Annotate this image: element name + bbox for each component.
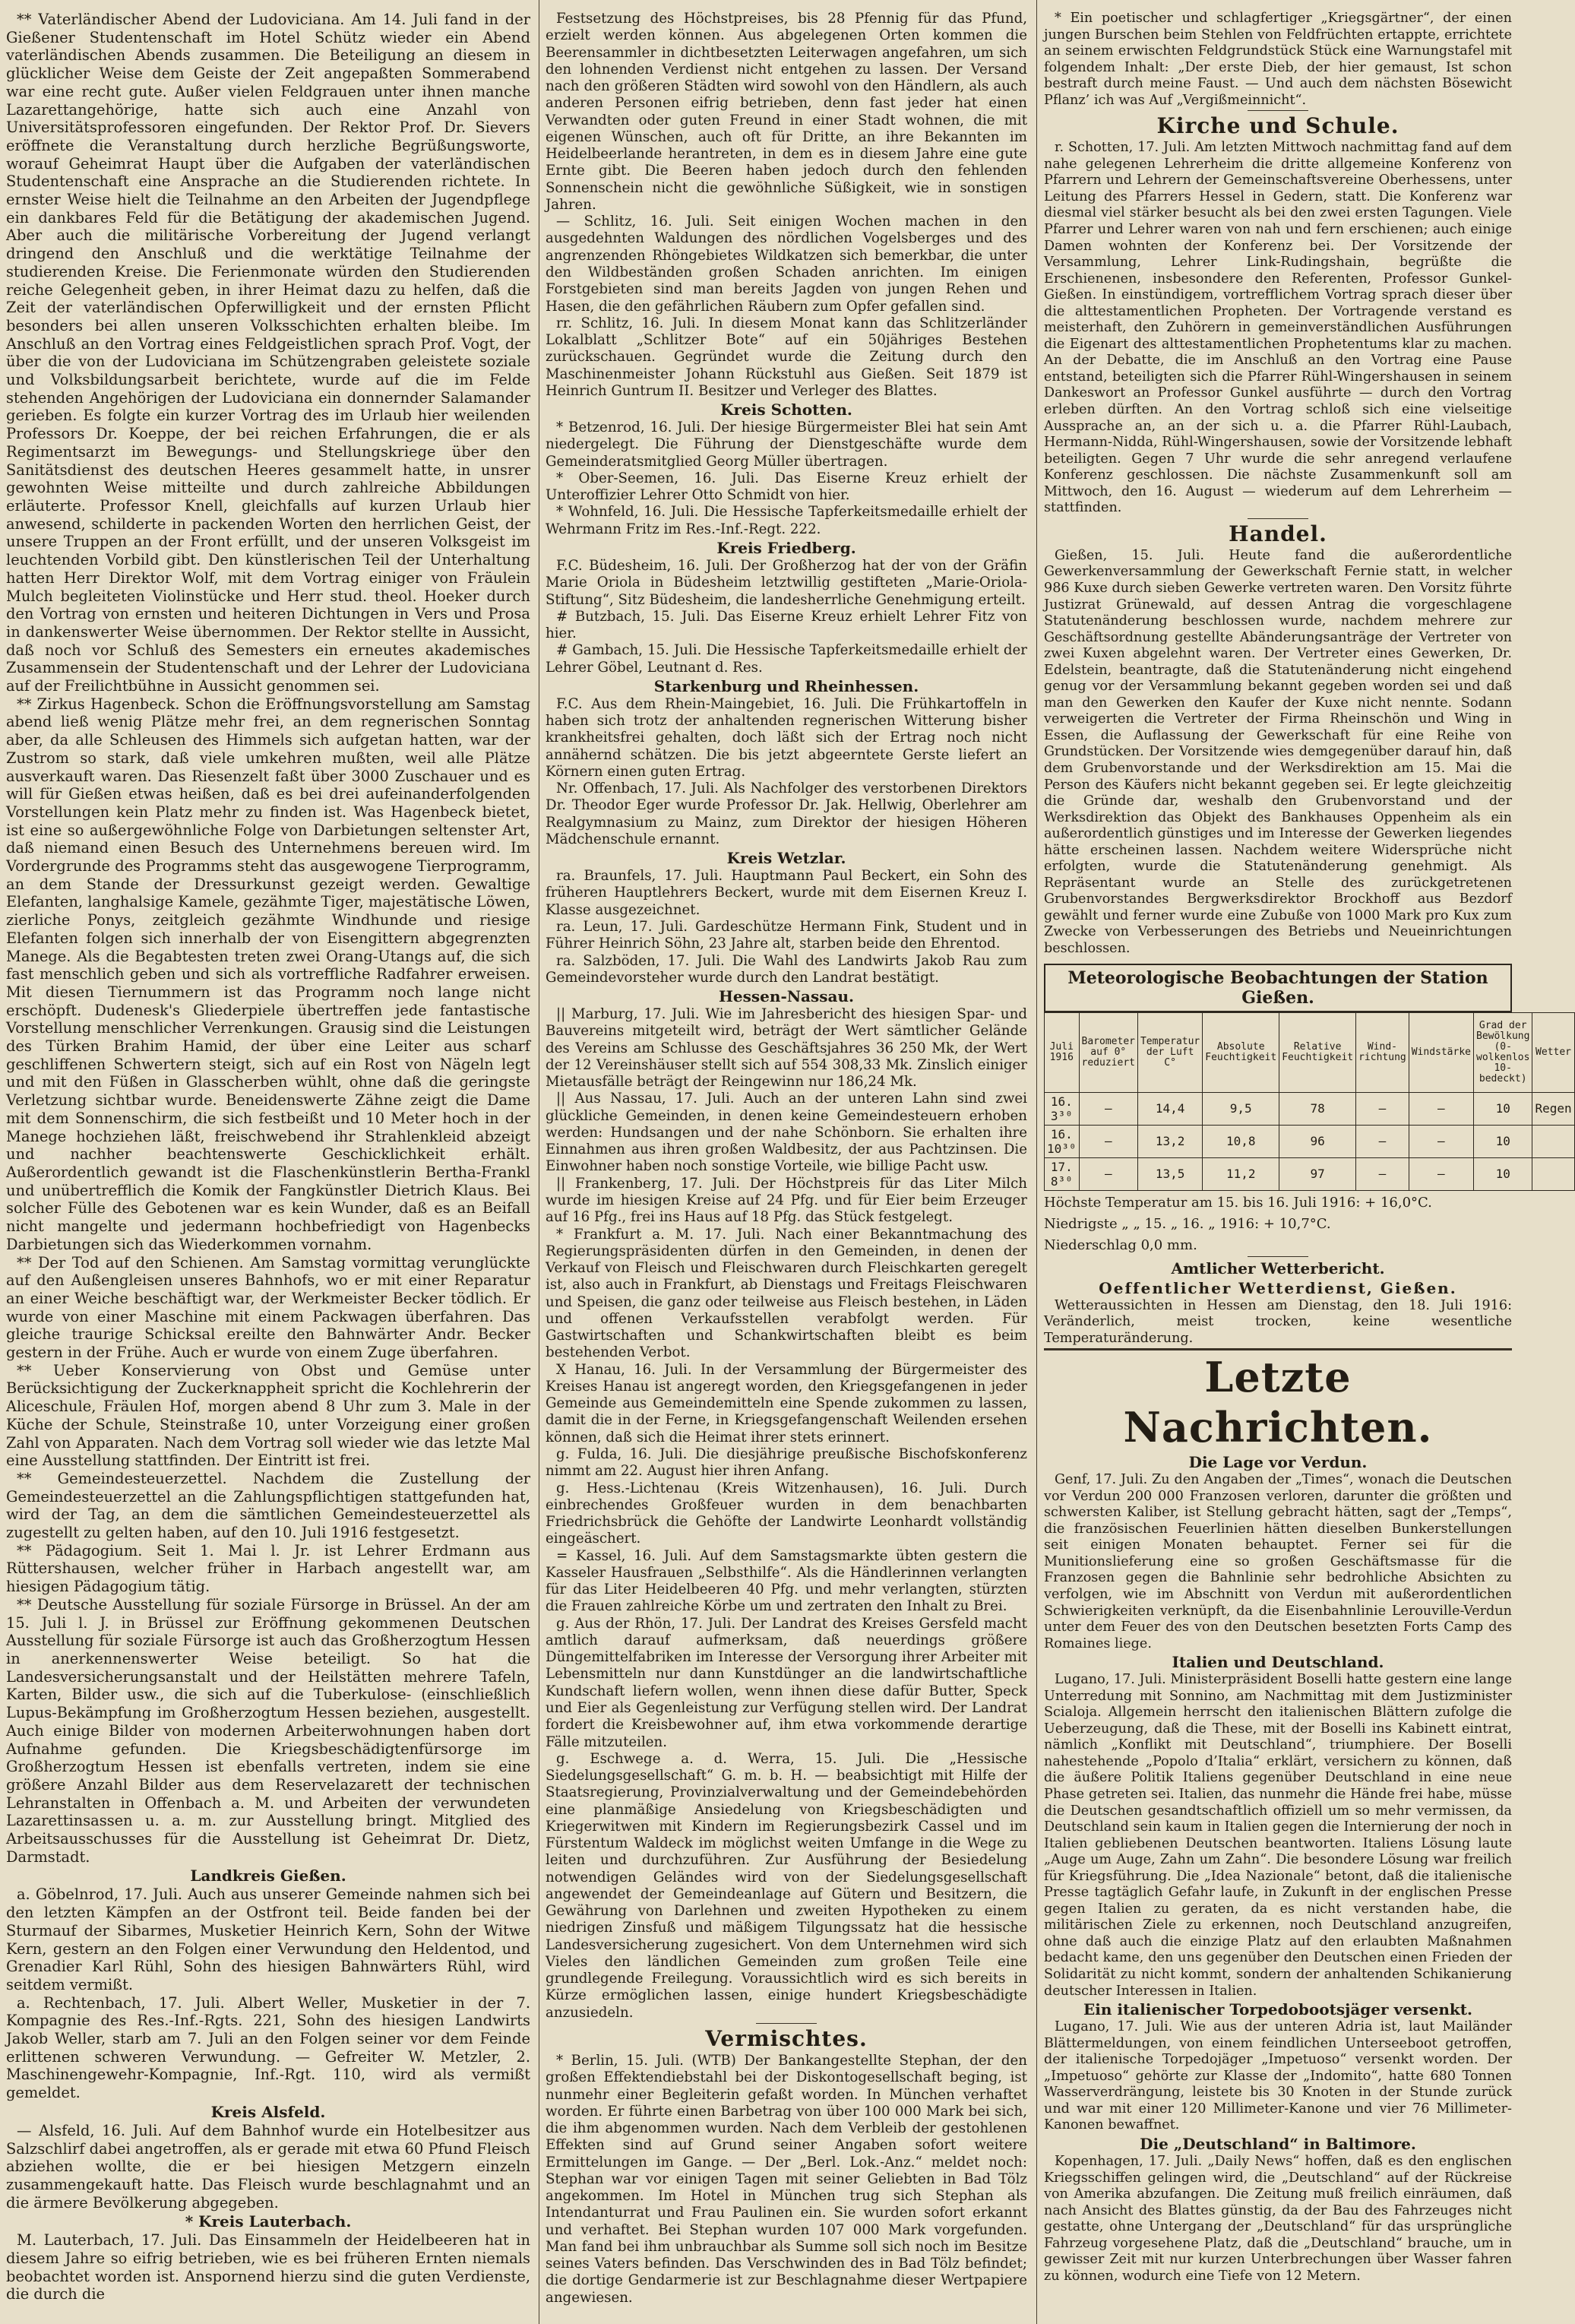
article-tod-schienen: ** Der Tod auf den Schienen. Am Samstag vormittag verunglückte auf den Außengleisen unseres Bahnhofs, wo er mit einer Reparatur an einer Weiche beschäftigt war, der Werkmeister Becker tödlich. Er wurde von einer Maschine mit einem Packwagen überfahren. Das gleiche traurige Schicksal ereilte den Bahnwärter Andr. Becker gestern in der Frühe. Auch er wurde von einem Zuge überfahren. xyxy=(6,1253,530,1362)
weather-col-header: Temperatur der Luft C° xyxy=(1137,1012,1202,1092)
weather-cell: 96 xyxy=(1279,1125,1356,1157)
article-goebelnrod: a. Göbelnrod, 17. Juli. Auch aus unserer Gemeinde nahmen sich bei den letzten Kämpfen an der Ostfront teil. Beide fanden bei der Sturmauf der Sibarmes, Musketier Heinrich Kern, Sohn der Witwe Kern, gestern an den Folgen einer Verwundung den Heldentod, und Grenadier Karl Rühl, Sohn des hiesigen Bahnwärters Rühl, wird seitdem vermißt. xyxy=(6,1885,530,1993)
weather-col-header: Absolute Feuchtigkeit xyxy=(1203,1012,1279,1092)
separator xyxy=(756,2023,817,2024)
article-eschwege: g. Eschwege a. d. Werra, 15. Juli. Die „Hessische Siedelungsgesellschaft“ G. m. b. H. — beabsichtigt mit Hilfe der Staatsregierung, Provinzialverwaltung und der Gemeindebehörden eine planmäßige Ansiedelung von Kriegsbeschädigten und Kriegerwitwen mit Kindern im Regierungsbezirk Cassel und im Fürstentum Waldeck im möglichst weiten Umfange in die Wege zu leiten und durchzuführen. Zur Ausführung der Besiedelung notwendigen Geländes wird von der Siedelungsgesellschaft angewendet der Gemeindeanlage auf Gütern und Besitzern, die Gewährung von Darlehnen und zweiten Hypotheken zu einem niedrigen Zinsfuß und mäßigem Tilgungssatz hat die hessische Landesversicherung zugesichert. Von dem Unternehmen wird sich Vieles den ländlichen Gemeinden zum großen Teile eine grundlegende Freilegung. Voraussichtlich wird es sich bereits in Kürze ermöglichen lassen, einige hundert Kriegsbeschädigte anzusiedeln. xyxy=(546,1750,1027,2021)
subheading-italien: Italien und Deutschland. xyxy=(1172,1653,1384,1672)
article-gambach: # Gambach, 15. Juli. Die Hessische Tapferkeitsmedaille erhielt der Lehrer Göbel, Leutnant d. Res. xyxy=(546,642,1027,676)
weather-col-header: Wetter xyxy=(1532,1012,1574,1092)
article-buedesheim: F.C. Büdesheim, 16. Juli. Der Großherzog hat der von der Gräfin Marie Oriola in Büdesheim letztwillig gestifteten „Marie-Oriola-Stiftung“, Sitz Büdesheim, die landesherrliche Genehmigung erteilt. xyxy=(546,557,1027,608)
section-heading-letzte-nachrichten: Letzte Nachrichten. xyxy=(1123,1353,1433,1452)
section-heading-friedberg: Kreis Friedberg. xyxy=(716,538,856,557)
weather-col-header: Grad der Bewölkung (0-wolkenlos 10-bedeckt) xyxy=(1474,1012,1532,1092)
section-heading-wetzlar: Kreis Wetzlar. xyxy=(726,849,846,868)
article-vaterlaendischer-abend: ** Vaterländischer Abend der Ludoviciana. Am 14. Juli fand in der Gießener Studentenschaft im Hotel Schütz wieder ein Abend vaterländischen Abends zusammen. Die Beteiligung an diesem in glücklicher Weise dem Geiste der Zeit angepaßten Sommerabend war eine recht gute. Außer vielen Feldgrauen unter ihnen manche Lazarettangehörige, hatte sich auch eine Anzahl von Universitätsprofessoren eingefunden. Der Rektor Prof. Dr. Sievers eröffnete die Veranstaltung durch herzliche Begrüßungsworte, worauf Geheimrat Haupt über die Aufgaben der vaterländischen Studentenschaft eine Ansprache an die Studierenden richtete. In ernster Weise hielt die Teilnahme an den Arbeiten der Jugendpflege ein dankbares Feld für die Betätigung der akademischen Jugend. Aber auch die militärische Vorbereitung der Jugend verlangt dringend den Anschluß und die werktätige Teilnahme der studierenden Kreise. Die Ferienmonate würden den Studierenden reiche Gelegenheit geben, in ihrer Heimat dazu zu helfen, daß die Zeit der vaterländischen Opferwilligkeit und der ernsten Pflicht besonders bei allen unseren Volksschichten erhalten bleibe. Im Anschluß an den Vortrag eines Feldgeistlichen sprach Prof. Vogt, der über die von der Ludoviciana im Schützengraben geleistete soziale und Volksbildungsarbeit berichtete, wurde auf die im Felde stehenden Angehörigen der Ludoviciana ein donnernder Salamander gerieben. Es folgte ein kurzer Vortrag des im Urlaub hier weilenden Professors Dr. Koeppe, der bei reichen Erfahrungen, die er als Regimentsarzt im Bewegungs- und Stellungskriege über den Sanitätsdienst des deutschen Heeres gesammelt hatte, in unsrer gewohnten Weise mitteilte und durch zahlreiche Abbildungen erläuterte. Professor Knell, gleichfalls auf kurzen Urlaub hier anwesend, schilderte in packenden Worten den herrlichen Geist, der unsere Truppen an der Front erfüllt, und der unseren Volksgeist im leuchtenden Vorbild gibt. Den künstlerischen Teil der Unterhaltung hatten Herr Direktor Wolf, mit dem Vortrag einiger von Fräulein Mulch begleiteten Violinstücke und Herr stud. theol. Hoeker durch den Vortrag von ernsten und heiteren Dichtungen in Vers und Prosa in dankenswerter Weise übernommen. Der Rektor stellte in Aussicht, daß noch vor Schluß des Semesters ein erneutes akademisches Zusammensein der Studentenschaft und der Lehrer der Ludoviciana auf der Freilichtbühne in Aussicht genommen sei. xyxy=(6,11,530,695)
weather-cell: — xyxy=(1079,1157,1137,1190)
weather-cell: Regen xyxy=(1532,1092,1574,1125)
weather-cell: — xyxy=(1409,1157,1473,1190)
separator xyxy=(1044,1348,1512,1350)
article-wohnfeld: * Wohnfeld, 16. Juli. Die Hessische Tapferkeitsmedaille erhielt der Wehrmann Fritz im Res.-Inf.-Regt. 222. xyxy=(546,504,1027,537)
article-verdun: Genf, 17. Juli. Zu den Angaben der „Times“, wonach die Deutschen vor Verdun 200 000 Franzosen verloren, darunter die größten und schwersten Kaliber, ist Stellung gebracht hätten, sagt der „Temps“, die französischen Feuerlinien hätten dieselben Bunkerstellungen seit einigen Monaten behauptet. Ferner sei für die Munitionslieferung eine so großen Geschäftsmasse für die Franzosen gegen die Bahnlinie sehr bedrohliche Absichten zu verfolgen, wie im Abschnitt von Verdun mit außerordentlichen Schwierigkeiten verknüpft, da die Eisenbahnlinie Lerouville-Verdun unter dem Feuer des von den Deutschen besetzten Forts Camp des Romaines liege. xyxy=(1044,1472,1512,1651)
weather-cell: — xyxy=(1409,1125,1473,1157)
separator xyxy=(1248,110,1308,111)
separator xyxy=(1248,518,1308,519)
article-rhoen: g. Aus der Rhön, 17. Juli. Der Landrat des Kreises Gersfeld macht amtlich darauf aufmerksam, daß neuerdings größere Düngemittelfabriken im Interesse der Versorgung ihrer Arbeiter mit Lebensmitteln nur dann Kunstdünger an die landwirtschaftliche Kundschaft liefern wollen, wenn ihnen diese dafür Butter, Speck und Eier als Gegenleistung zur Verfügung stellen wird. Der Landrat fordert die Kreisbewohner auf, ihm etwa vorkommende derartige Fälle mitzuteilen. xyxy=(546,1615,1027,1750)
weather-col-header: Juli 1916 xyxy=(1045,1012,1080,1092)
article-betzenrod: * Betzenrod, 16. Juli. Der hiesige Bürgermeister Blei hat sein Amt niedergelegt. Die Führung der Dienstgeschäfte wurde dem Gemeinderatsmitglied Georg Müller übertragen. xyxy=(546,420,1027,470)
article-hanau: X Hanau, 16. Juli. In der Versammlung der Bürgermeister des Kreises Hanau ist angeregt worden, den Kriegsgefangenen in jeder Gemeinde aus Gemeindemitteln eine Spende zukommen zu lassen, damit die in der Ferne, in Kriegsgefangenschaft Weilenden ersehen können, daß sich die Heimat ihrer stets erinnert. xyxy=(546,1361,1027,1445)
weather-cell: 10 xyxy=(1474,1157,1532,1190)
subheading-verdun: Die Lage vor Verdun. xyxy=(1188,1453,1368,1472)
article-schlitzer-bote: rr. Schlitz, 16. Juli. In diesem Monat kann das Schlitzerländer Lokalblatt „Schlitzer Bote“ auf ein 50jähriges Bestehen zurückschauen. Gegründet wurde die Zeitung durch den Maschinenmeister Johann Rückstuhl aus Gießen. Seit 1879 ist Heinrich Guntrum II. Besitzer und Verleger des Blattes. xyxy=(546,315,1027,399)
separator xyxy=(1248,1256,1308,1257)
subheading-deutschland: Die „Deutschland“ in Baltimore. xyxy=(1140,2134,1416,2153)
weather-box xyxy=(1044,964,1572,1255)
weather-cell: 17. 8³⁰ xyxy=(1045,1157,1080,1190)
section-heading-alsfeld: Kreis Alsfeld. xyxy=(210,2102,326,2121)
weather-col-header: Windstärke xyxy=(1409,1012,1473,1092)
weather-min-temp: Niedrigste „ „ 15. „ 16. „ 1916: + 10,7°C. xyxy=(1044,1215,1331,1232)
weather-cell: — xyxy=(1079,1092,1137,1125)
weather-cell: 16. 3³⁰ xyxy=(1045,1092,1080,1125)
article-lichtenau: g. Hess.-Lichtenau (Kreis Witzenhausen), 16. Juli. Durch einbrechendes Großfeuer wurden in dem benachbarten Friedrichsbrück die Gehöfte der Landwirte Leonhardt vollständig eingeäschert. xyxy=(546,1480,1027,1547)
weather-cell: 10 xyxy=(1474,1125,1532,1157)
article-paedagogium: ** Pädagogium. Seit 1. Mai l. Jr. ist Lehrer Erdmann aus Rüttershausen, welcher früher in Harbach angestellt war, am hiesigen Pädagogium tätig. xyxy=(6,1541,530,1596)
article-wetteraussichten: Wetteraussichten in Hessen am Dienstag, den 18. Juli 1916: Veränderlich, meist trocken, keine wesentliche Temperaturänderung. xyxy=(1044,1297,1512,1346)
article-frankenberg: || Frankenberg, 17. Juli. Der Höchstpreis für das Liter Milch wurde im hiesigen Kreise auf 24 Pfg. und für Eier beim Erzeuger auf 16 Pfg., frei ins Haus auf 18 Pfg. das Stück festgelegt. xyxy=(546,1175,1027,1226)
weather-cell: 13,5 xyxy=(1137,1157,1202,1190)
section-heading-handel: Handel. xyxy=(1229,521,1327,546)
article-fulda: g. Fulda, 16. Juli. Die diesjährige preußische Bischofskonferenz nimmt am 22. August hier ihren Anfang. xyxy=(546,1445,1027,1480)
article-alsfeld: — Alsfeld, 16. Juli. Auf dem Bahnhof wurde ein Hotelbesitzer aus Salzschlirf dabei angetroffen, als er gerade mit etwa 60 Pfund Fleisch abziehen wollte, die er bei hiesigen Metzgern einzeln zusammengekauft hatte. Das Fleisch wurde beschlagnahmt und an die ärmere Bevölkerung abgegeben. xyxy=(6,2121,530,2212)
article-butzbach: # Butzbach, 15. Juli. Das Eiserne Kreuz erhielt Lehrer Fitz von hier. xyxy=(546,608,1027,642)
article-schlitz-wildkatzen: — Schlitz, 16. Juli. Seit einigen Wochen machen in den ausgedehnten Waldungen des nördlichen Vogelsberges und des angrenzenden Rhöngebietes Wildkatzen sich bemerkbar, die unter den Wildbeständen großen Schaden anrichten. Im einigen Forstgebieten sind man bereits Jagden von jungen Rehen und Hasen, die den gefährlichen Räubern zum Opfer gefallen sind. xyxy=(546,214,1027,315)
weather-precip: Niederschlag 0,0 mm. xyxy=(1044,1236,1197,1253)
article-gewerkschaft: Gießen, 15. Juli. Heute fand die außerordentliche Gewerkenversammlung der Gewerkschaft Fernie statt, in welcher 986 Kuxe durch sieben Gewerke vertreten waren. Den Vorsitz führte Justizrat Grünewald, auf dessen Antrag die vorgeschlagene Statutenänderung beschlossen wurde, nachdem mehrere zur Geschäftsordnung gestellte Abänderungsanträge der Vertreter von zwei Kuxen abgelehnt waren. Der Vertreter eines Gewerken, Dr. Edelstein, beantragte, daß die Statutenänderung nicht eingehend genug vor der Versammlung bekannt gegeben worden sei und daß man den Gewerken den Kaufer der Kuxe nicht nennte. Sodann verweigerten die Vertreter der Firma Rheinschön und Wing in Essen, die Auflassung der Gewerkschaft für eine Reihe von Grundstücken. Der Vorsitzende wies demgegenüber darauf hin, daß dem Grubenvorstande und der Werksdirektion am 15. Mai die Person des Käufers nicht bekannt gegeben sei. Er legte gleichzeitig die Gründe dar, weshalb den Grubenvorstand und der Werksdirektion das Objekt des Bankhauses Oppenheim als ein außerordentlich günstiges und im Interesse der Gewerken liegendes hätte erscheinen lassen. Nachdem weitere Widersprüche nicht erfolgten, wurde die Statutenänderung genehmigt. Als Repräsentant wurde an Stelle des zurückgetretenen Grubenvorstandes Bergwerksdirektor Brockhoff aus Bezdorf gewählt und ferner wurde eine Zubuße von 1000 Mark pro Kux zum Zwecke von Verbesserungen des Betriebs und Neueinrichtungen beschlossen. xyxy=(1044,547,1512,956)
section-heading-landkreis: Landkreis Gießen. xyxy=(190,1866,346,1885)
weather-table xyxy=(1044,1012,1575,1191)
section-heading-lauterbach: * Kreis Lauterbach. xyxy=(185,2212,352,2231)
weather-cell: 14,4 xyxy=(1137,1092,1202,1125)
weather-cell: 9,5 xyxy=(1203,1092,1279,1125)
article-konservierung: ** Ueber Konservierung von Obst und Gemüse unter Berücksichtigung der Zuckerknappheit spricht die Kochlehrerin der Aliceschule, Fräulen Hof, morgen abend 8 Uhr zum 3. Male in der Küche der Schule, Steinstraße 10, unter Vorzeigung einer großen Zahl von Apparaten. Nach dem Vortrag soll wieder wie das letzte Mal eine Ausstellung stattfinden. Der Eintritt ist frei. xyxy=(6,1361,530,1470)
weather-cell: — xyxy=(1356,1157,1409,1190)
weather-col-header: Wind-richtung xyxy=(1356,1012,1409,1092)
weather-col-header: Barometer auf 0° reduziert xyxy=(1079,1012,1137,1092)
article-ausstellung-bruessel: ** Deutsche Ausstellung für soziale Fürsorge in Brüssel. An der am 15. Juli l. J. in Brüssel zur Eröffnung gekommenen Deutschen Ausstellung für soziale Fürsorge ist auch das Großherzogtum Hessen in anerkennenswerter Weise beteiligt. So hat die Landesversicherungsanstalt und der Heilstätten mehrere Tafeln, Karten, Bilder usw., die sich auf die Tuberkulose- (einschließlich Lupus-Bekämpfung im Großherzogtum Hessen beziehen, ausgestellt. Auch einige Bilder von modernen Arbeiterwohnungen haben dort Aufnahme gefunden. Die Kriegsbeschädigtenfürsorge im Großherzogtum Hessen ist ebenfalls vertreten, indem sie eine größere Anzahl Bilder aus dem Reservelazarett der technischen Lehranstalten in Offenbach a. M. und Arbeiten der verwundeten Lazarettinsassen u. a. m. zur Ausstellung bringt. Mitglied des Arbeitsausschusses für die Ausstellung ist Geheimrat Dr. Dietz, Darmstadt. xyxy=(6,1595,530,1866)
article-schotten-konferenz: r. Schotten, 17. Juli. Am letzten Mittwoch nachmittag fand auf dem nahe gelegenen Lehrerheim die dritte allgemeine Konferenz von Pfarrern und Lehrern der Gemeinschaftsvereine Oberhessens, unter Leitung des Pfarrers Hessel in Gedern, statt. Die Konferenz war diesmal viel stärker besucht als bei den zwei ersten Tagungen. Viele Pfarrer und Lehrer waren von nah und fern erschienen; auch einige Damen wohnten der Konferenz bei. Der Vorsitzende der Versammlung, Lehrer Link-Rudingshain, begrüßte die Erschienenen, insbesondere den Referenten, Professor Gunkel-Gießen. In einstündigem, vortrefflichem Vortrag sprach dieser über die alttestamentlichen Propheten. Der Vortragende verstand es meisterhaft, den Zuhörern in gemeinverständlichen Ausführungen die Eigenart des alttestamentlichen Prophetentums klar zu machen. An der Debatte, die im Anschluß an den Vortrag eine Pause entstand, beteiligten sich die Pfarrer Rühl-Wingershausen in seinem Dankeswort an Professor Gunkel ausführte — durch den Vortrag erleben dürften. An den Vortrag schloß sich eine vielseitige Aussprache an, an der sich u. a. die Pfarrer Rühl-Laubach, Hermann-Nidda, Rühl-Wingershausen, sowie der Vorsitzende lebhaft beteiligten. Gegen 7 Uhr wurde die sehr anregend verlaufene Konferenz geschlossen. Die nächste Zusammenkunft soll am Mittwoch, den 16. August — wiederum auf dem Lehrerheim — stattfinden. xyxy=(1044,140,1512,516)
weather-cell: 13,2 xyxy=(1137,1125,1202,1157)
weather-cell: 78 xyxy=(1279,1092,1356,1125)
column-1 xyxy=(6,11,530,2303)
weather-cell: 11,2 xyxy=(1203,1157,1279,1190)
section-heading-vermischtes: Vermischtes. xyxy=(705,2026,868,2052)
weather-cell: — xyxy=(1409,1092,1473,1125)
weather-cell: — xyxy=(1079,1125,1137,1157)
weather-cell: 10 xyxy=(1474,1092,1532,1125)
weather-max-temp: Höchste Temperatur am 15. bis 16. Juli 1916: + 16,0°C. xyxy=(1044,1194,1432,1211)
article-nassau: || Aus Nassau, 17. Juli. Auch an der unteren Lahn sind zwei glückliche Gemeinden, in denen keine Gemeindesteuern erhoben werden: Hundsangen und der nahe Schönborn. Sie erhalten ihre Einnahmen aus ihren großen Waldbesitz, der aus Pachtzinsen. Die Einwohner haben noch sonstige Vorteile, wie billige Pacht usw. xyxy=(546,1091,1027,1175)
weather-cell xyxy=(1532,1125,1574,1157)
article-frankfurt: * Frankfurt a. M. 17. Juli. Nach einer Bekanntmachung des Regierungspräsidenten dürfen in den Gemeinden, in denen der Verkauf von Fleisch und Fleischwaren durch Fleischkarten geregelt ist, also auch in Frankfurt, ab Dienstags und Freitags Fleischwaren und Speisen, die ganz oder teilweise aus Fleisch bestehen, in Läden und offenen Verkaufsstellen verabfolgt werden. Für Gastwirtschaften und Schankwirtschaften bleibt es beim bestehenden Verbot. xyxy=(546,1226,1027,1361)
article-leun: ra. Leun, 17. Juli. Gardeschütze Hermann Fink, Student und in Führer Heinrich Söhn, 23 Jahre alt, starben beide den Ehrentod. xyxy=(546,919,1027,952)
article-ober-seemen: * Ober-Seemen, 16. Juli. Das Eiserne Kreuz erhielt der Unteroffizier Lehrer Otto Schmidt von hier. xyxy=(546,470,1027,504)
section-heading-amtl-wetter: Amtlicher Wetterbericht. xyxy=(1171,1259,1385,1278)
weather-row xyxy=(1045,1157,1575,1190)
section-subheading-wetterdienst: Oeffentlicher Wetterdienst, Gießen. xyxy=(1099,1278,1457,1297)
weather-cell: 10,8 xyxy=(1203,1125,1279,1157)
article-kassel: = Kassel, 16. Juli. Auf dem Samstagsmarkte übten gestern die Kasseler Hausfrauen „Selbsthilfe“. Als die Händlerinnen verlangten für das Liter Heidelbeeren 40 Pfg. und mehr verlangten, stürzten die Frauen zahlreiche Körbe um und zertraten den Inhalt zu Brei. xyxy=(546,1547,1027,1615)
weather-title: Meteorologische Beobachtungen der Station Gießen. xyxy=(1044,964,1512,1012)
weather-col-header: Relative Feuchtigkeit xyxy=(1279,1012,1356,1092)
article-zirkus-hagenbeck: ** Zirkus Hagenbeck. Schon die Eröffnungsvorstellung am Samstag abend ließ wenig Plätze mehr frei, an dem regnerischen Sonntag aber, da alle Schleusen des Himmels sich aufgetan hatten, war der Zustrom so stark, daß viele umkehren mußten, weil alle Plätze ausverkauft waren. Das Riesenzelt faßt über 3000 Zuschauer und es will für Gießen etwas heißen, daß es bei drei aufeinanderfolgenden Vorstellungen kein Platz mehr zu finden ist. Was Hagenbeck bietet, ist eine so außergewöhnliche Folge von Darbietungen seltenster Art, daß niemand einen Besuch des Unternehmens bereuen wird. Im Vordergrunde des Programms steht das ausgewogene Tierprogramm, an dem Stande der Dressurkunst gezeigt werden. Gewaltige Elefanten, langhalsige Kamele, gezähmte Tiger, majestätische Löwen, zierliche Ponys, zeitgleich gezähmte Windhunde und riesige Elefanten folgen sich innerhalb der von Eisengittern abgegrenzten Manege. Als die Begabtesten treten zwei Orang-Utangs auf, die sich fast menschlich geben und sich als vortreffliche Radfahrer erweisen. Mit diesen Tiernummern ist das Programm noch lange nicht erschöpft. Dudenesk's Gliederpiele übertreffen jede fantastische Vorstellung menschlicher Verrenkungen. Grausig sind die Leistungen des Türken Brahim Hamid, der über eine Leiter aus scharf geschliffenen Schwertern steigt, sich auf ein Rost von Nägeln legt und mit den Füßen in Glasscherben wühlt, ohne daß die geringste Verletzung sichtbar wurde. Beneidenswerte Zähne zeigt die Dame mit dem Sonnenschirm, die sich festbeißt und 10 Meter hoch in der Manege hochziehen läßt, freischwebend ihr Strahlenkleid abzeigt und nachher beachtenswerte Geschicklichkeit erhält. Außerordentlich gewandt ist die Flaschenkünstlerin Bertha-Frankl und unübertrefflich die Komik der Fangkünstler Dietrich Klaus. Bei solcher Fülle des Gebotenen war es kein Wunder, daß es an Beifall nicht mangelte und jedermann hochbefriedigt von Hagenbecks Darbietungen sich das Wiederkommen vornahm. xyxy=(6,695,530,1253)
article-salzboeden: ra. Salzböden, 17. Juli. Die Wahl des Landwirts Jakob Rau zum Gemeindevorsteher wurde durch den Landrat bestätigt. xyxy=(546,952,1027,986)
article-torpedoboot: Lugano, 17. Juli. Wie aus der unteren Adria ist, laut Mailänder Blättermeldungen, von einem feindlichen Unterseeboot getroffen, der italienische Torpedojäger „Impetuoso“ versenkt worden. Der „Impetuoso“ gehörte zur Klasse der „Indomito“, hatte 680 Tonnen Wasserverdrängung, leistete bis 30 Knoten in der Stunde zurück und war mit einer 120 Millimeter-Kanone und vier 76 Millimeter-Kanonen bewaffnet. xyxy=(1044,2019,1512,2133)
article-braunfels: ra. Braunfels, 17. Juli. Hauptmann Paul Beckert, ein Sohn des früheren Hauptlehrers Beckert, wurde mit dem Eisernen Kreuz I. Klasse ausgezeichnet. xyxy=(546,868,1027,918)
article-deutschland: Kopenhagen, 17. Juli. „Daily News“ hoffen, daß es den englischen Kriegsschiffen gelingen wird, die „Deutschland“ auf der Rückreise von Amerika abzufangen. Die Zeitung muß freilich einräumen, daß nach Ansicht des Blattes günstig, da der Bau des Fahrzeuges nicht gestatte, ohne Untergang der „Deutschland“ für das ursprüngliche Fahrzeug vorgesehene Platz, daß die „Deutschland“ brauche, um in gewisser Zeit mit nur kurzen Unterbrechungen über Wasser fahren zu können, wodurch eine Tiefe von 12 Metern. xyxy=(1044,2153,1512,2284)
section-heading-starkenburg: Starkenburg und Rheinhessen. xyxy=(653,676,919,695)
weather-row xyxy=(1045,1092,1575,1125)
article-italien: Lugano, 17. Juli. Ministerpräsident Boselli hatte gestern eine lange Unterredung mit Sonnino, am Nachmittag mit dem Justizminister Scialoja. Allgemein herrscht den italienischen Blättern zufolge die Ueberzeugung, daß die These, mit der Boselli ins Kabinett eintrat, nämlich „Konflikt mit Deutschland“, triumphiere. Der Boselli nahestehende „Popolo d’Italia“ erklärt, versichern zu können, daß die äußere Politik Italiens gegenüber Deutschland in eine neue Phase getreten sei. Italien, das nunmehr die Hände frei habe, müsse die Deutschen gesandtschaftlich offiziell um so mehr vermissen, da Deutschland sein kaum in Italien gegen die Internierung der noch in Italien gebliebenen Deutschen beantworten. Italiens Lösung laute „Auge um Auge, Zahn um Zahn“. Die besondere Lösung war freilich für Kriegsführung. Die „Idea Nazionale“ betont, daß die italienische Presse tagtäglich Gefahr laufe, in Zukunft in der englischen Presse gegen Italien zu geraten, da es nicht verstanden habe, die militärischen Ziele zu erkennen, noch Deutschland anzugreifen, ohne daß auch die einzige Platz auf den erlaubten Maßnahmen bedacht kame, den uns gegenüber den Deutschen einen Frieden der Solidarität zu nicht kommt, sondern der anhaltenden Schikanierung deutscher Interessen in Italien. xyxy=(1044,1672,1512,1999)
article-marburg: || Marburg, 17. Juli. Wie im Jahresbericht des hiesigen Spar- und Bauvereins mitgeteilt wird, beträgt der Wert sämtlicher Gelände des Vereins am Schlusse des Geschäftsjahres 36 250 Mk, der Wert der 12 Vereinshäuser stellt sich auf 554 308,33 Mk. Zinslich einiger Mietausfälle beträgt der Reingewinn nur 186,24 Mk. xyxy=(546,1006,1027,1091)
weather-cell xyxy=(1532,1157,1574,1190)
weather-cell: — xyxy=(1356,1125,1409,1157)
section-heading-schotten: Kreis Schotten. xyxy=(720,401,852,420)
article-heidelbeeren-cont: Festsetzung des Höchstpreises, bis 28 Pfennig für das Pfund, erzielt werden können. Aus abgelegenen Orten kommen die Beerensammler in dichtbesetzten Leiterwagen angefahren, um sich den lohnenden Verdienst nicht entgehen zu lassen. Der Versand nach den größeren Städten wird sowohl von den Händlern, als auch anderen Personen eifrig betrieben, denn fast jeder hat einen Verwandten oder guten Freund in einer Stadt wohnen, die mit eigenen Wünschen, auch oft für Dritte, an ihre Bekannten im Heidelbeerlande herantreten, in dem es in diesem Jahre eine gute Ernte gibt. Die Beeren haben jedoch durch den fehlenden Sonnenschein nicht die gewöhnliche Süßigkeit, wie in sonstigen Jahren. xyxy=(546,11,1027,213)
article-gemeindesteuer: ** Gemeindesteuerzettel. Nachdem die Zustellung der Gemeindesteuerzettel an die Zahlungspflichtigen stattgefunden hat, wird der Tag, an dem die sämtlichen Gemeindesteuerzettel als zugestellt zu gelten haben, auf den 10. Juli 1916 festgesetzt. xyxy=(6,1469,530,1542)
article-lauterbach: M. Lauterbach, 17. Juli. Das Einsammeln der Heidelbeeren hat in diesem Jahre so eifrig betrieben, wie es bei früheren Ernten niemals beobachtet worden ist. Anspornend hierzu sind die guten Verdienste, die durch die xyxy=(6,2231,530,2303)
article-berlin: * Berlin, 15. Juli. (WTB) Der Bankangestellte Stephan, der den großen Effektendiebstahl bei der Diskontogesellschaft beging, ist nunmehr einer Begleiterin gefaßt worden. In München verhaftet worden. Er führte einen Barbetrag von über 100 000 Mark bei sich, die ihm abgenommen wurden. Nach dem Verbleib der gestohlenen Effekten sind auf Grund seiner Angaben sofort weitere Ermittelungen im Gange. — Der „Berl. Lok.-Anz.“ meldet noch: Stephan war vor einigen Tagen mit seiner Geliebten in Bad Tölz angekommen. Im Hotel in München trug sich Stephan als Intendanturrat und Frau Paulinen ein. Sie wurden sofort erkannt und verhaftet. Bei Stephan wurden 107 000 Mark vorgefunden. Man fand bei ihm unbrauchbar als Summe soll sich noch im Besitze seines Vaters befinden. Das Verschwinden des in Bad Tölz befindet; die dortige Gendarmerie ist zur Beschlagnahme dieser Wertpapiere angewiesen. xyxy=(546,2053,1027,2306)
column-2 xyxy=(546,11,1027,2307)
weather-cell: 97 xyxy=(1279,1157,1356,1190)
weather-cell: — xyxy=(1356,1092,1409,1125)
article-kriegsgaertner: * Ein poetischer und schlagfertiger „Kriegsgärtner“, der einen jungen Burschen beim Stehlen von Feldfrüchten ertappte, errichtete an seinem erwischten Feldgrundstück Stück eine Warnungstafel mit folgendem Inhalt: „Der erste Dieb, der hier gemaust, Ist schon bestraft durch meine Faust. — Und auch dem nächsten Bösewicht Pflanz’ ich was Auf „Vergißmeinnicht“. xyxy=(1044,11,1512,108)
section-heading-kirche-schule: Kirche und Schule. xyxy=(1156,113,1399,139)
article-rechtenbach: a. Rechtenbach, 17. Juli. Albert Weller, Musketier in der 7. Kompagnie des Res.-Inf.-Rgts. 221, Sohn des hiesigen Landwirts Jakob Weller, starb am 7. Juli an den Folgen seiner vor dem Feinde erlittenen schweren Verwundung. — Gefreiter W. Metzler, 2. Maschinengewehr-Kompagnie, Inf.-Rgt. 110, wird als vermißt gemeldet. xyxy=(6,1993,530,2102)
weather-row xyxy=(1045,1125,1575,1157)
column-3 xyxy=(1044,11,1572,2284)
article-rhein-main: F.C. Aus dem Rhein-Maingebiet, 16. Juli. Die Frühkartoffeln in haben sich trotz der anhaltenden regnerischen Witterung bisher krankheitsfrei gehalten, doch läßt sich der Ertrag noch nicht annähernd schätzen. Die bis jetzt abgeerntete Gerste liefert an Körnern einen guten Ertrag. xyxy=(546,695,1027,780)
weather-cell: 16. 10³⁰ xyxy=(1045,1125,1080,1157)
subheading-torpedoboot: Ein italienischer Torpedobootsjäger versenkt. xyxy=(1083,2000,1472,2019)
column-divider xyxy=(1036,0,1037,2324)
article-offenbach: Nr. Offenbach, 17. Juli. Als Nachfolger des verstorbenen Direktors Dr. Theodor Eger wurde Professor Dr. Jak. Hellwig, Oberlehrer am Realgymnasium zu Mainz, zum Direktor der hiesigen Höheren Mädchenschule ernannt. xyxy=(546,780,1027,847)
section-heading-hessen-nassau: Hessen-Nassau. xyxy=(719,987,854,1006)
